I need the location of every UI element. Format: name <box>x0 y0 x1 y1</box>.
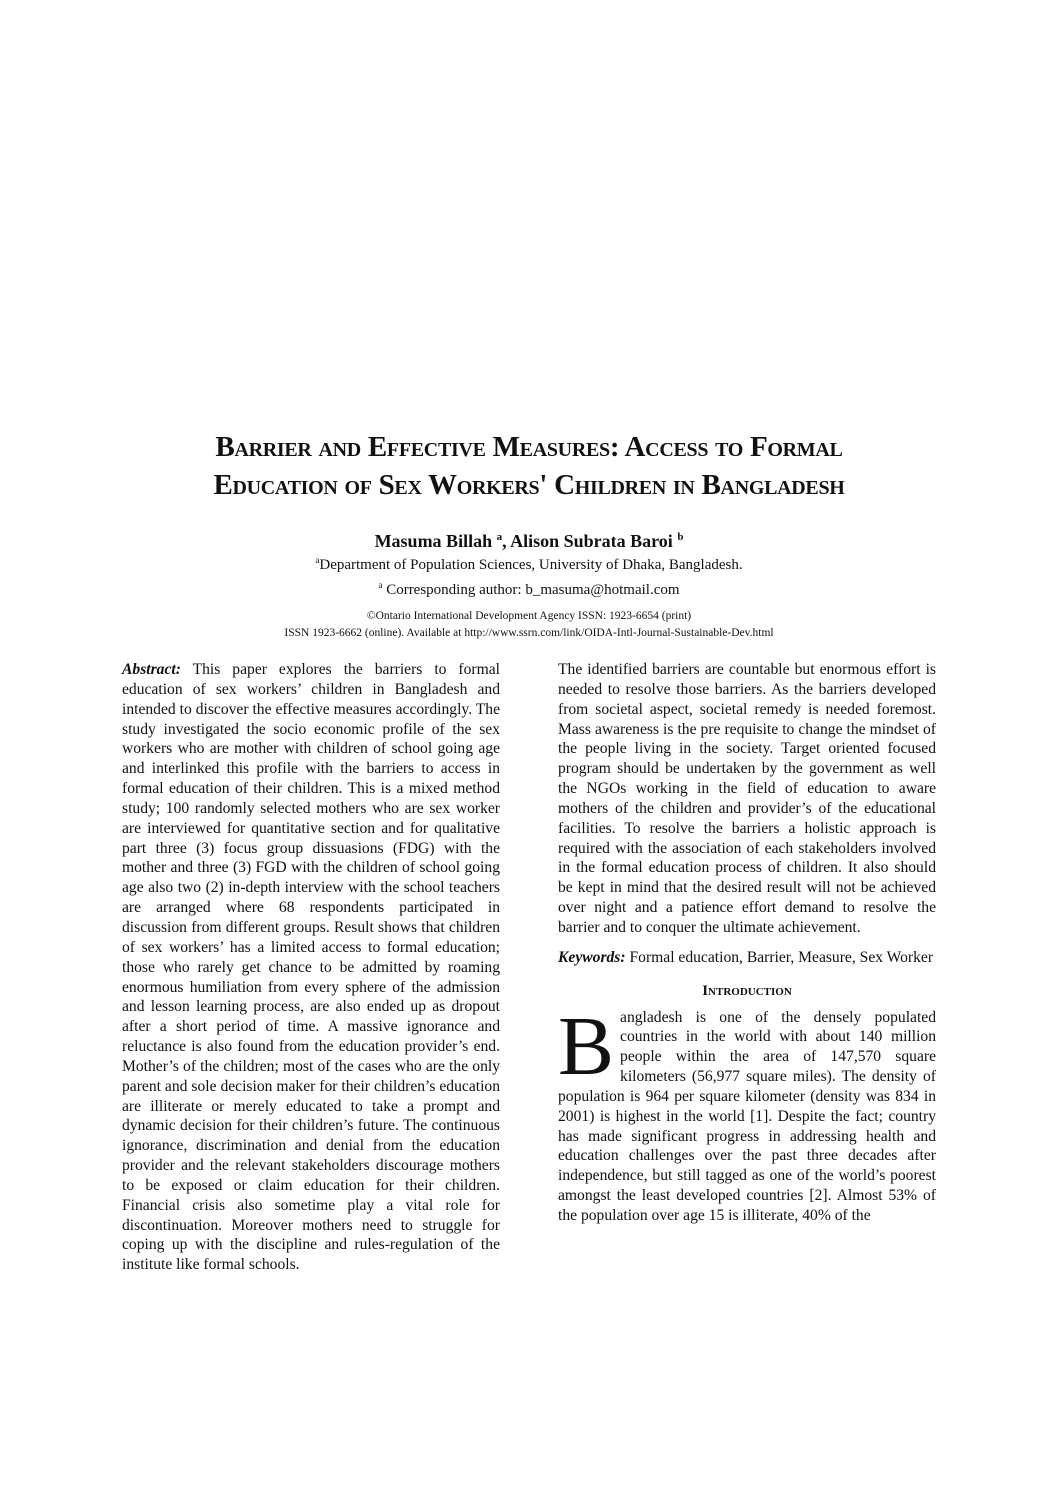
keywords-text: Formal education, Barrier, Measure, Sex Worker <box>625 948 934 966</box>
author-affiliation-marker: a <box>496 531 503 543</box>
issn-online-line: ISSN 1923-6662 (online). Available at http://www.ssrn.com/link/OIDA-Intl-Journal-Sustainable-Dev.html <box>284 627 774 639</box>
affiliation-text: Department of Population Sciences, University of Dhaka, Bangladesh. <box>319 557 743 573</box>
abstract-text: This paper explores the barriers to formal education of sex workers’ children in Bangladesh and intended to discover the effective measures accordingly. The study investigated the socio economic profile of the sex workers who are mother with children of school going age and interlinked this profile with the barriers to access in formal education of their children. This is a mixed method study; 100 randomly selected mothers who are sex worker are interviewed for quantitative section and for qualitative part three (3) focus group dissuasions (FDG) with the mother and three (3) FGD with the children of school going age also two (2) in-depth interview with the school teachers are arranged where 68 respondents participated in discussion from different groups. Result shows that children of sex workers’ has a limited access to formal education; those who rarely get chance to be admitted by roaming enormous humiliation from every sphere of the admission and lesson learning process, are also ended up as dropout after a short period of time. A massive ignorance and reluctance is also found from the education provider’s end. Mother’s of the children; most of the cases who are the only parent and sole decision maker for their children’s education are illiterate or merely educated to take a prompt and dynamic decision for their children’s future. The continuous ignorance, discrimination and denial from the education provider and the relevant stakeholders discourage mothers to be exposed or claim education for their children. Financial crisis also sometime play a vital role for discontinuation. Moreover mothers need to struggle for coping up with the discipline and rules-regulation of the institute like formal schools. <box>122 661 500 1274</box>
section-heading-introduction: Introduction <box>702 982 792 999</box>
author-list <box>0 526 1058 552</box>
introduction-text: angladesh is one of the densely populated countries in the world with about 140 million people within the area of 147,570 square kilometers (56,977 square miles). The density of population is 964 per square kilometer (density was 834 in 2001) is highest in the world [1]. Despite the fact; country has made significant progress in addressing health and education challenges over the past three decades after independence, but still tagged as one of the world’s poorest amongst the least developed countries [2]. Almost 53% of the population over age 15 is illiterate, 40% of the <box>558 1008 936 1224</box>
author-affiliation-marker: b <box>677 531 684 543</box>
corresponding-author-text: Corresponding author: b_masuma@hotmail.com <box>382 582 680 598</box>
right-column <box>558 660 936 1226</box>
author-separator: , <box>502 531 511 551</box>
corresponding-author-line <box>0 575 1058 600</box>
keywords-paragraph <box>558 948 936 968</box>
publisher-info <box>0 608 1058 642</box>
affiliation-marker: a <box>315 555 320 565</box>
keywords-label: Keywords: <box>558 948 626 966</box>
abstract-paragraph <box>122 660 500 1275</box>
affiliations <box>0 550 1058 600</box>
issn-print-line: ©Ontario International Development Agency ISSN: 1923-6654 (print) <box>366 610 692 622</box>
author-name: Alison Subrata Baroi <box>510 531 673 551</box>
author-name: Masuma Billah <box>374 531 493 551</box>
abstract-continuation: The identified barriers are countable but enormous effort is needed to resolve those barriers. As the barriers developed from societal aspect, societal remedy is needed foremost. Mass awareness is the pre requisite to change the mindset of the people living in the society. Target oriented focused program should be undertaken by the government as well the NGOs working in the field of education to aware mothers of the children and provider’s of the educational facilities. To resolve the barriers a holistic approach is required with the association of each stakeholders involved in the formal education process of children. It also should be kept in mind that the desired result will not be achieved over night and a patience effort demand to resolve the barrier and to conquer the ultimate achievement. <box>558 661 936 936</box>
left-column <box>122 660 500 1275</box>
paper-title-line-1: Barrier and Effective Measures: Access to Formal <box>215 431 843 463</box>
introduction-paragraph <box>558 999 936 1226</box>
abstract-label: Abstract: <box>122 661 181 678</box>
paper-title <box>0 428 1058 504</box>
paper-title-line-2: Education of Sex Workers' Children in Bangladesh <box>213 469 845 501</box>
affiliation-marker: a <box>378 580 383 590</box>
drop-cap: B <box>558 999 615 1093</box>
affiliation-line <box>0 550 1058 575</box>
